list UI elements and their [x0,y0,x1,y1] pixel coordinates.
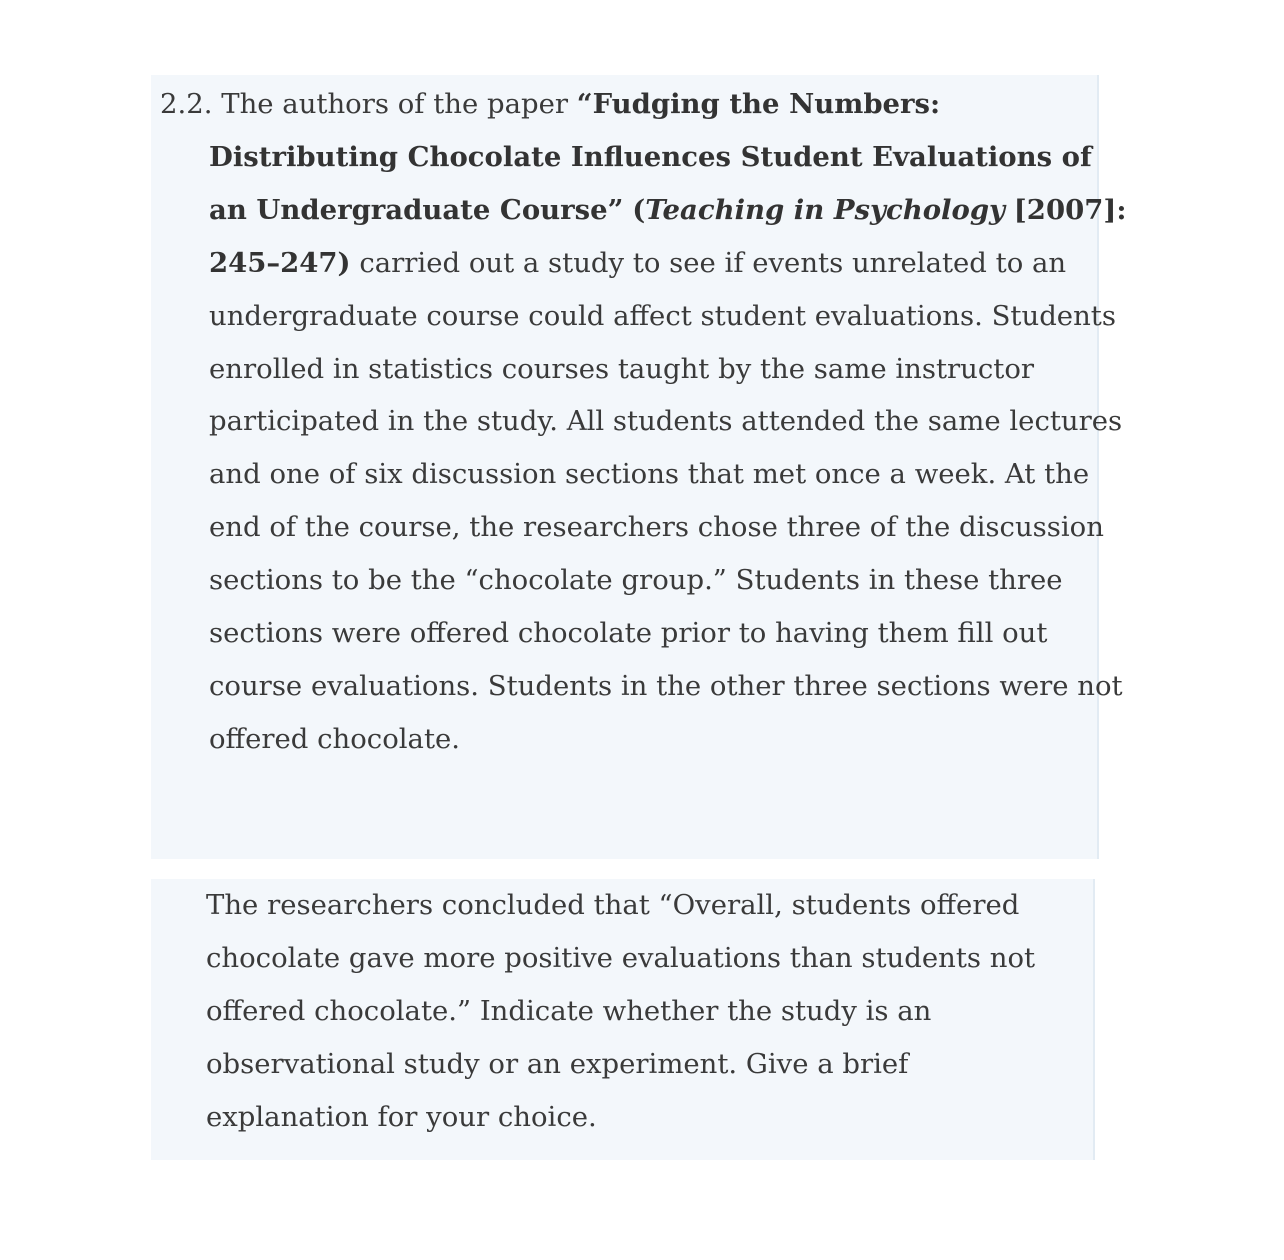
problem-number: 2.2. [160,88,213,120]
problem-body: carried out a study to see if events unrelated to an undergraduate course could affect student evaluations. Students enrolled in statistics courses taught by the same instructor participated in the study. All students attended the same lectures and one of six discussion sections that met once a week. At the end of the course, the researchers chose three of the discussion sections to be the “chocolate group.” Students in these three sections were offered chocolate prior to having them fill out course evaluations. Students in the other three sections were not offered chocolate. [209,246,1123,755]
paper-title: “Fudging the Numbers: Distributing Chocolate Influences Student Evaluations of an Undergraduate Course” [209,88,1092,226]
intro-text: The authors of the paper [221,88,569,120]
journal-name: Teaching in Psychology [645,193,1006,226]
question-text: The researchers concluded that “Overall, students offered chocolate gave more positive evaluations than students not offered chocolate.” Indicate whether the study is an observational study or an experiment. Give a brief explanation for your choice. [206,889,1036,1133]
citation-open: ( [632,193,646,226]
question-box [151,879,1095,1160]
citation-details: [2007]: 245–247) [209,193,1127,279]
problem-paragraph [160,78,1127,766]
problem-statement-box [151,75,1127,859]
